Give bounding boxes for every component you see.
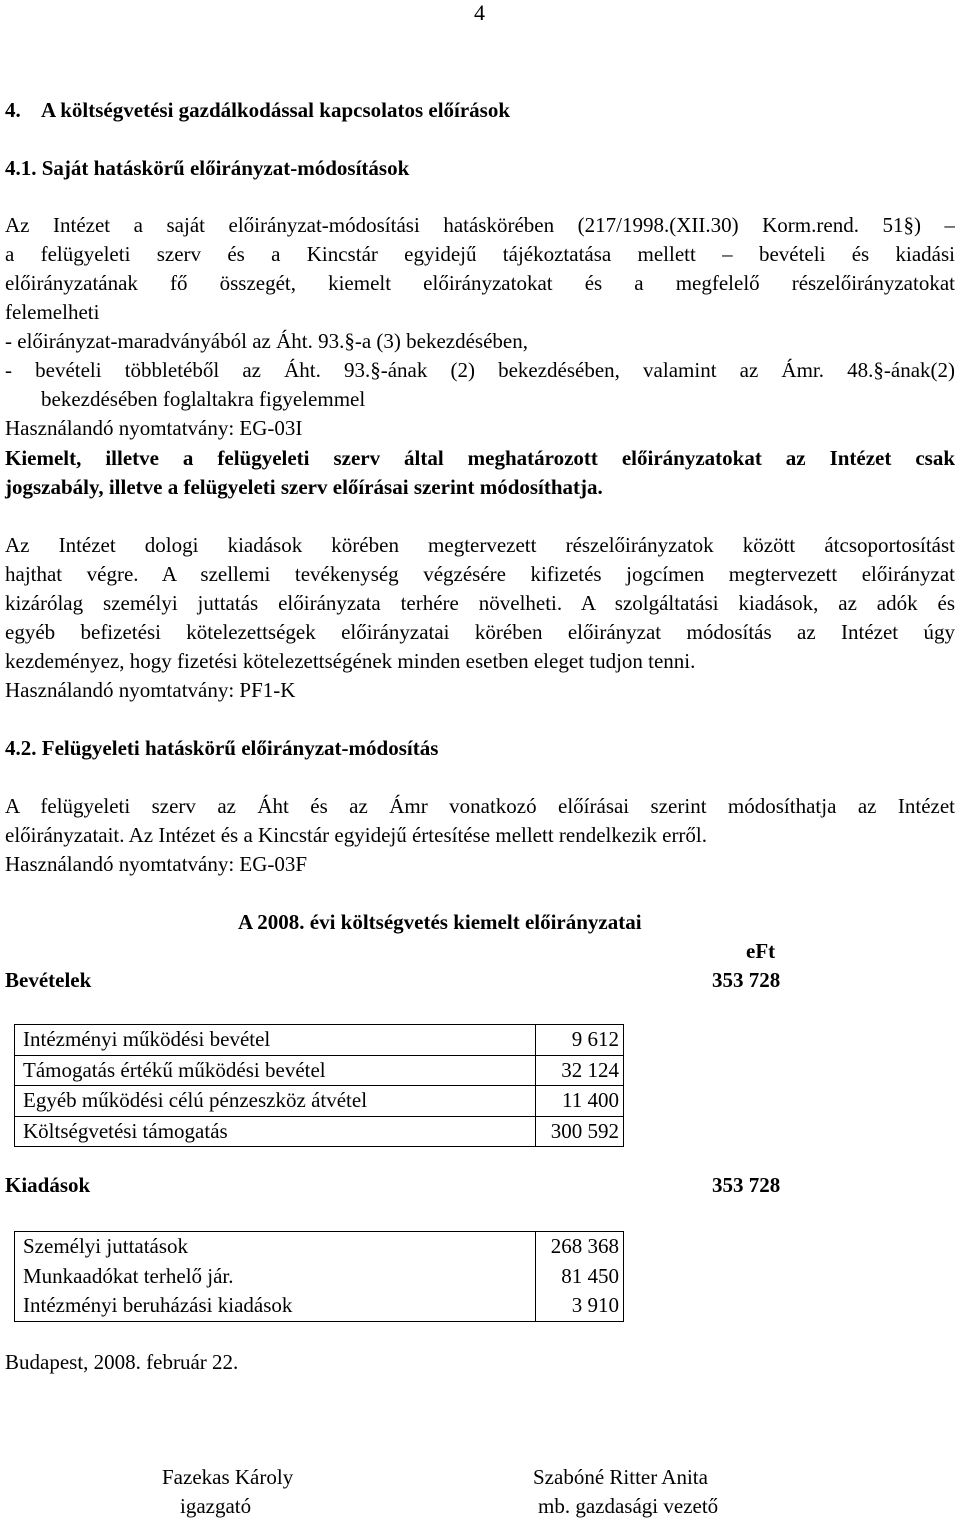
signer1-name: Fazekas Károly — [162, 1465, 294, 1489]
signer2-title: mb. gazdasági vezető — [538, 1494, 719, 1518]
form-note-eg03i: Használandó nyomtatvány: EG-03I — [5, 416, 303, 440]
section-4-2-paragraph — [5, 792, 955, 821]
section-4-1-paragraph — [5, 211, 955, 298]
expense-total: 353 728 — [712, 1173, 781, 1197]
para2-line-5: kezdeményez, hogy fizetési kötelezettségének minden esetben eleget tudjon tenni. — [5, 649, 696, 673]
table-row — [15, 1056, 623, 1087]
page-number: 4 — [474, 0, 485, 25]
para1-line-3: előirányzatának fő összegét, kiemelt előirányzatokat és a megfelelő részelőirányzatokat — [5, 271, 955, 295]
income-row-value: 32 124 — [561, 1057, 619, 1082]
para3-line-2: előirányzatait. Az Intézet és a Kincstár egyidejű értesítése mellett rendelkezik erről. — [5, 823, 708, 847]
para3-line-1: A felügyeleti szerv az Áht és az Ámr vonatkozó előírásai szerint módosíthatja az Intézet — [5, 794, 955, 818]
signer2-name: Szabóné Ritter Anita — [533, 1465, 708, 1489]
table-row — [15, 1232, 623, 1262]
para1-line-4: felemelheti — [5, 300, 100, 324]
income-table — [14, 1024, 624, 1147]
signer1-title: igazgató — [180, 1494, 252, 1518]
expense-row-value: 3 910 — [571, 1293, 619, 1317]
income-row-label: Költségvetési támogatás — [23, 1118, 228, 1143]
para1-line-1: Az Intézet a saját előirányzat-módosítási hatáskörében (217/1998.(XII.30) Korm.rend. 51§) – — [5, 213, 955, 237]
bullet-item-2-line-2: bekezdésében foglaltakra figyelemmel — [41, 387, 366, 411]
income-row-value: 9 612 — [571, 1027, 619, 1051]
expense-row-label: Munkaadókat terhelő jár. — [23, 1263, 234, 1288]
income-total: 353 728 — [712, 968, 781, 992]
budget-unit: eFt — [746, 939, 776, 963]
para2-line-4: egyéb befizetési kötelezettségek előirányzatai körében előirányzat módosítás az Intézet úgy — [5, 620, 955, 644]
expense-row-label: Személyi juttatások — [23, 1234, 189, 1258]
bold-paragraph — [5, 444, 955, 473]
para2-line-2: hajthat végre. A szellemi tevékenység végzésére kifizetés jogcímen megtervezett előirányzat — [5, 562, 955, 586]
bold-line-1: Kiemelt, illetve a felügyeleti szerv által meghatározott előirányzatokat az Intézet csak — [5, 446, 955, 470]
expense-row-value: 81 450 — [561, 1263, 619, 1288]
table-row — [15, 1025, 623, 1056]
table-row — [15, 1117, 623, 1147]
table-row — [15, 1262, 623, 1292]
section-4-number: 4. — [5, 98, 21, 122]
bullet-item-2 — [5, 356, 955, 385]
budget-title: A 2008. évi költségvetés kiemelt előirányzatai — [238, 910, 642, 934]
place-date: Budapest, 2008. február 22. — [5, 1350, 239, 1374]
bullet-item-1: - előirányzat-maradványából az Áht. 93.§-a (3) bekezdésében, — [5, 329, 529, 353]
expense-row-value: 268 368 — [550, 1234, 619, 1258]
para2-line-1: Az Intézet dologi kiadások körében megtervezett részelőirányzatok között átcsoportosítást — [5, 533, 955, 557]
section-4-1-heading: 4.1. Saját hatáskörű előirányzat-módosítások — [5, 156, 410, 180]
para2 — [5, 531, 955, 647]
para1-line-2: a felügyeleti szerv és a Kincstár egyidejű tájékoztatása mellett – bevételi és kiadási — [5, 242, 955, 266]
income-row-label: Támogatás értékű működési bevétel — [23, 1057, 326, 1082]
income-row-label: Egyéb működési célú pénzeszköz átvétel — [23, 1088, 368, 1112]
expense-row-label: Intézményi beruházási kiadások — [23, 1293, 293, 1317]
table-row — [15, 1291, 623, 1321]
form-note-pf1k: Használandó nyomtatvány: PF1-K — [5, 678, 296, 702]
income-label: Bevételek — [5, 968, 92, 992]
income-row-value: 11 400 — [562, 1088, 619, 1112]
para2-line-3: kizárólag személyi juttatás előirányzata terhére növelheti. A szolgáltatási kiadások, az adók és — [5, 591, 955, 615]
table-row — [15, 1086, 623, 1117]
bold-line-2: jogszabály, illetve a felügyeleti szerv előírásai szerint módosíthatja. — [5, 475, 603, 499]
bullet-item-2-line-1: - bevételi többletéből az Áht. 93.§-ának (2) bekezdésében, valamint az Ámr. 48.§-ának(2) — [5, 358, 955, 382]
form-note-eg03f: Használandó nyomtatvány: EG-03F — [5, 852, 308, 876]
income-row-label: Intézményi működési bevétel — [23, 1027, 271, 1051]
section-4-2-heading: 4.2. Felügyeleti hatáskörű előirányzat-módosítás — [5, 736, 439, 760]
income-row-value: 300 592 — [550, 1118, 619, 1143]
expense-label: Kiadások — [5, 1173, 91, 1197]
expense-table — [14, 1231, 624, 1322]
section-4-heading: A költségvetési gazdálkodással kapcsolatos előírások — [41, 98, 511, 122]
